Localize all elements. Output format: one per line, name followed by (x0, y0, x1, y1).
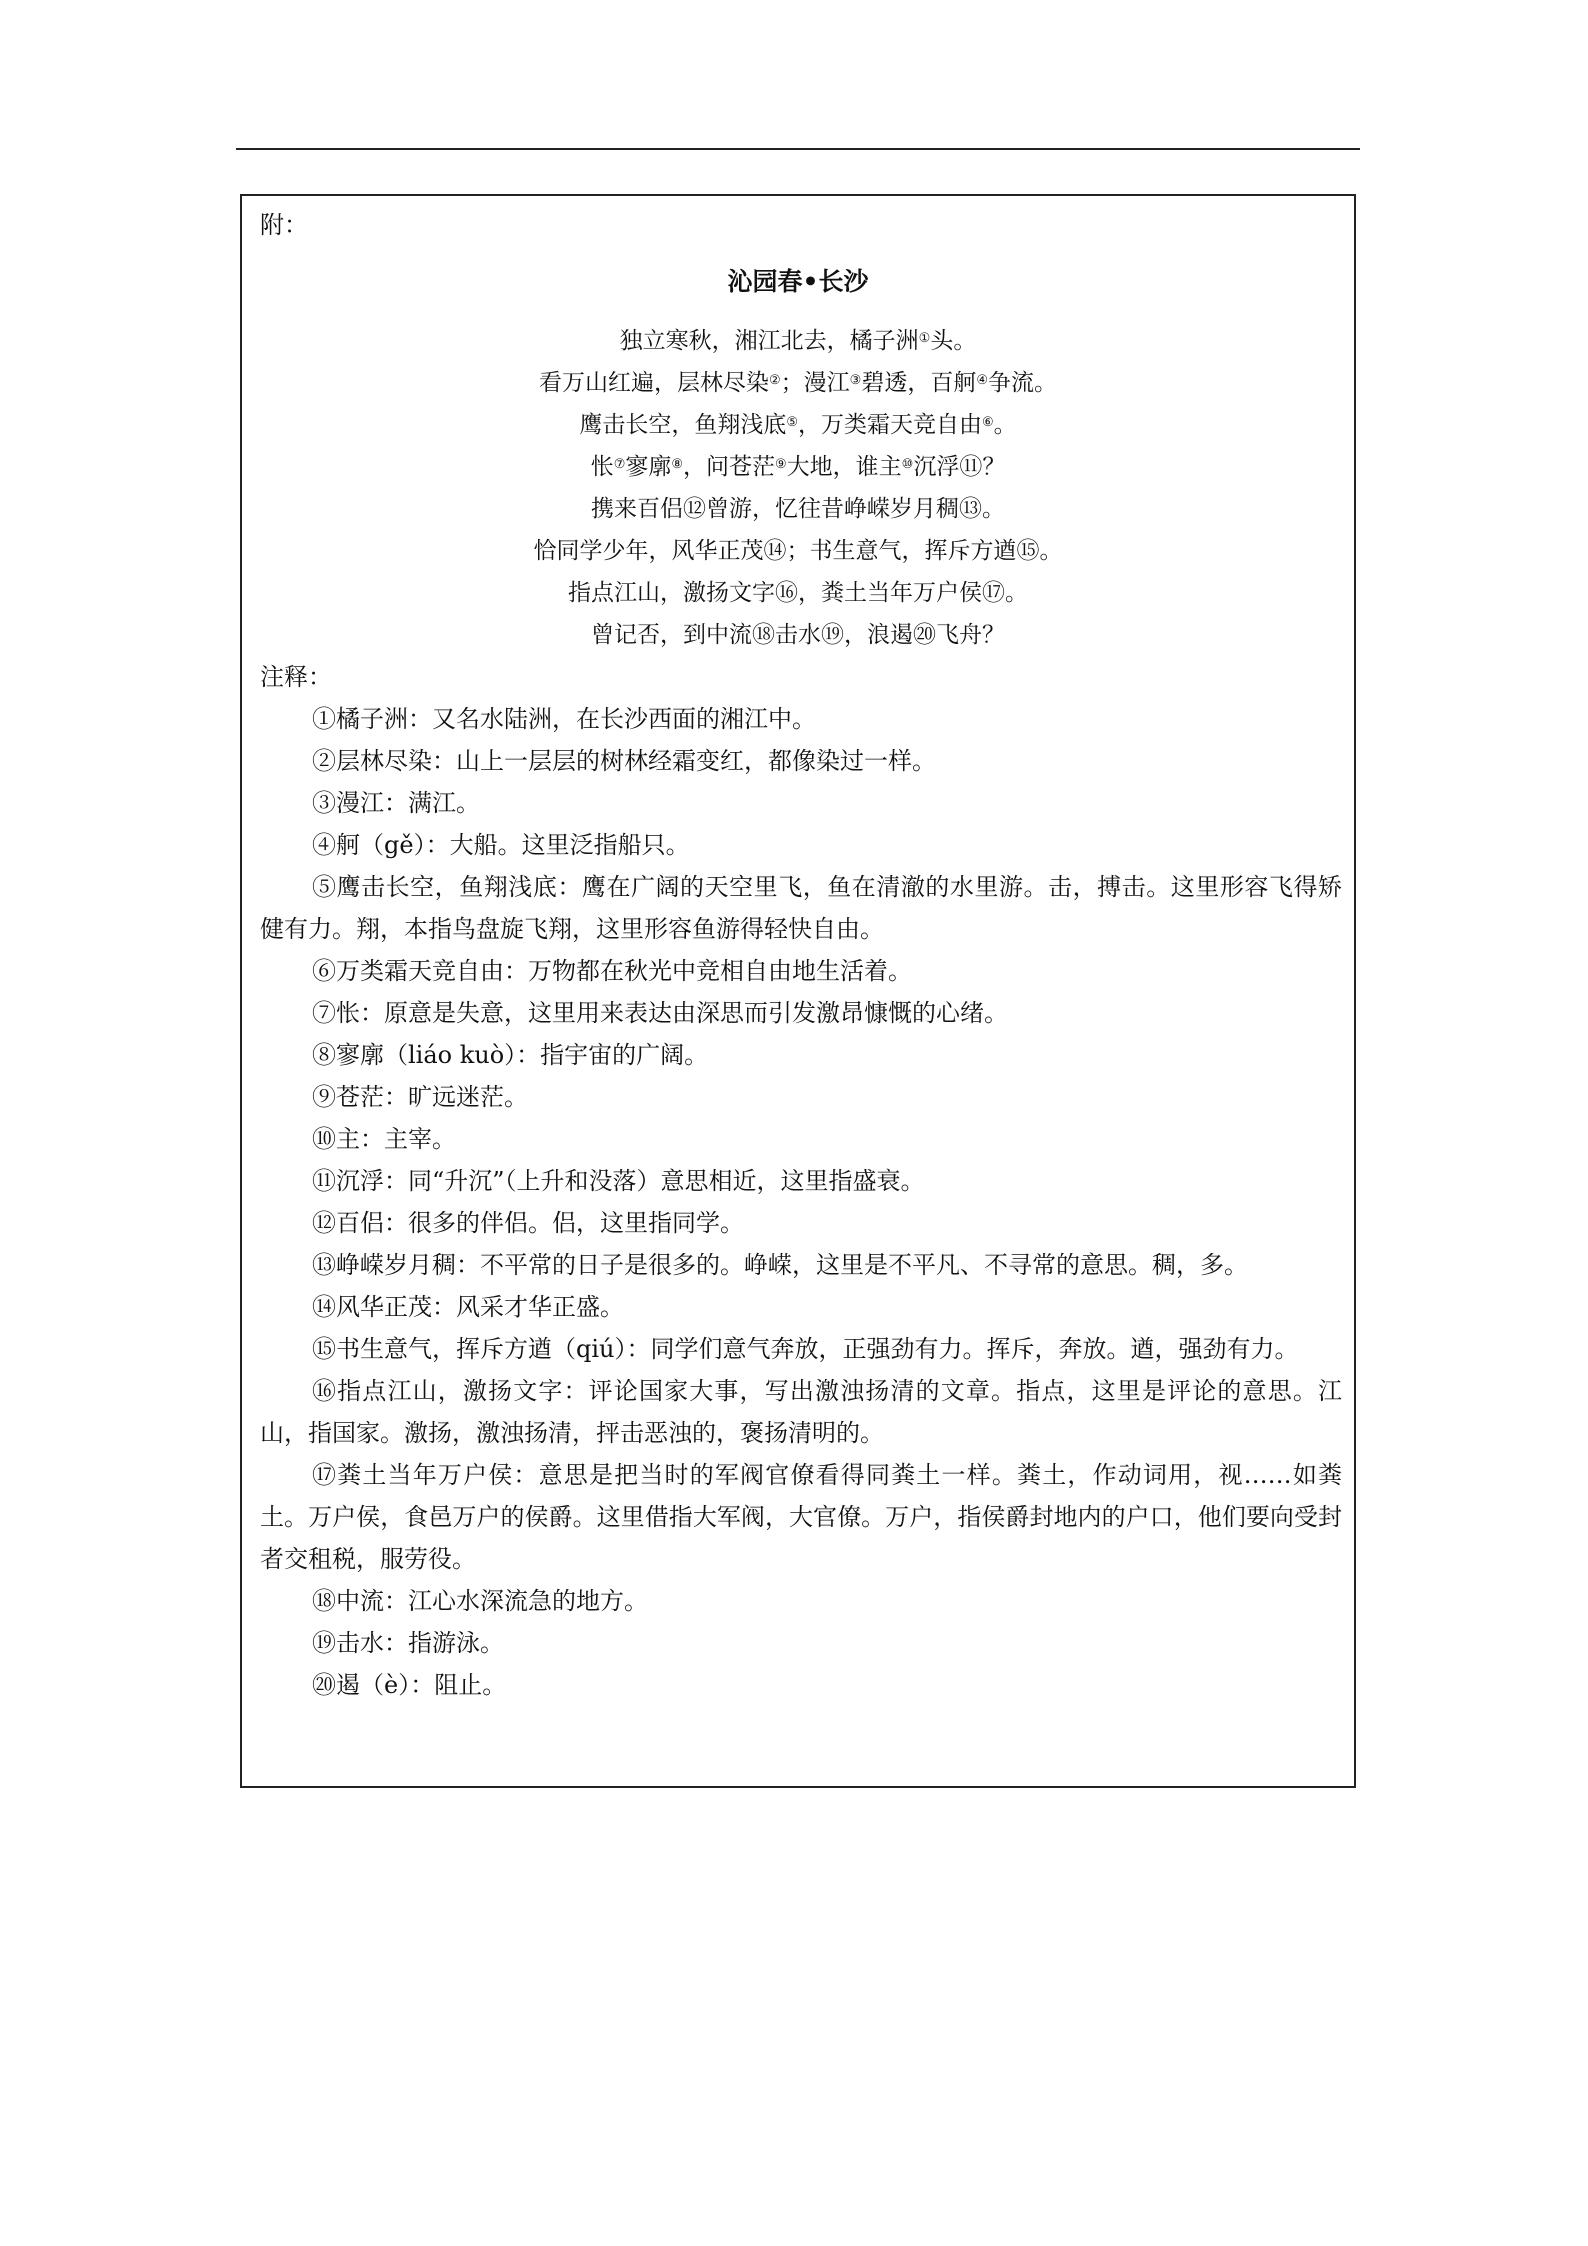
poem-text: 。 (993, 412, 1017, 438)
note-item: ⑲击水：指游泳。 (312, 1629, 504, 1657)
note-item: ⑪沉浮：同“升沉”（上升和没落）意思相近，这里指盛衰。 (312, 1167, 925, 1195)
footnote-marker: ① (918, 331, 931, 346)
note-item: ⑩主：主宰。 (312, 1125, 456, 1153)
poem-title: 沁园春•长沙 (727, 267, 869, 296)
poem-text: 沉浮⑪？ (913, 454, 1006, 480)
note-item: ⑬峥嵘岁月稠：不平常的日子是很多的。峥嵘，这里是不平凡、不寻常的意思。稠，多。 (312, 1251, 1248, 1279)
poem-line (242, 614, 1354, 656)
note-item: ②层林尽染：山上一层层的树林经霜变红，都像染过一样。 (312, 747, 936, 775)
poem-text: ；漫江 (780, 370, 850, 396)
poem-text: 头。 (930, 328, 977, 354)
note-item: ⑤鹰击长空，鱼翔浅底：鹰在广阔的天空里飞，鱼在清澈的水里游。击，搏击。这里形容飞得矫健有力。翔，本指鸟盘旋飞翔，这里形容鱼游得轻快自由。 (260, 873, 1342, 943)
poem-line (242, 488, 1354, 530)
poem-text: 看万山红遍，层林尽染 (539, 370, 770, 396)
poem-text: 怅 (590, 454, 614, 480)
note-item: ⑧寥廓（liáo kuò）：指宇宙的广阔。 (312, 1041, 709, 1069)
appendix-box (240, 194, 1356, 1788)
note-item: ⑦怅：原意是失意，这里用来表达由深思而引发激昂慷慨的心绪。 (312, 999, 1008, 1027)
poem-text: 争流。 (987, 370, 1057, 396)
note-item: ⑮书生意气，挥斥方遒（qiú）：同学们意气奔放，正强劲有力。挥斥，奔放。遒，强劲有力。 (312, 1335, 1299, 1363)
footnote-marker: ② (769, 373, 781, 388)
note-item: ⑭风华正茂：风采才华正盛。 (312, 1293, 624, 1321)
note-item: ⑱中流：江心水深流急的地方。 (312, 1587, 648, 1615)
footnote-marker: ⑤ (786, 415, 798, 430)
poem-text: 鹰击长空，鱼翔浅底 (579, 412, 787, 438)
poem-text: 恰同学少年，风华正茂⑭；书生意气，挥斥方遒⑮。 (533, 538, 1063, 564)
poem-text: 曾记否，到中流⑱击水⑲，浪遏⑳飞舟？ (591, 622, 1005, 648)
poem-text: 寥廓 (625, 454, 672, 480)
poem-line (242, 320, 1354, 362)
note-item: ①橘子洲：又名水陆洲，在长沙西面的湘江中。 (312, 705, 816, 733)
poem-text: 独立寒秋，湘江北去，橘子洲 (619, 328, 919, 354)
footnote-marker: ⑥ (982, 415, 994, 430)
poem-text: ，万类霜天竞自由 (798, 412, 982, 438)
footnote-marker: ⑧ (671, 457, 683, 472)
footnote-marker: ⑦ (613, 457, 626, 472)
poem-line (242, 446, 1354, 488)
footnote-marker: ④ (976, 373, 988, 388)
poem-line (242, 572, 1354, 614)
poem-text: ，问苍茫 (683, 454, 775, 480)
poem-body (242, 320, 1354, 656)
poem-line (242, 362, 1354, 404)
poem-text: 携来百侣⑫曾游，忆往昔峥嵘岁月稠⑬。 (591, 496, 1005, 522)
poem-text: 大地，谁主 (786, 454, 902, 480)
note-item: ④舸（gě）：大船。这里泛指船只。 (312, 831, 690, 859)
note-item: ⑥万类霜天竞自由：万物都在秋光中竞相自由地生活着。 (312, 957, 912, 985)
poem-text: 碧透，百舸 (861, 370, 977, 396)
footnote-marker: ⑨ (775, 457, 787, 472)
note-item: ③漫江：满江。 (312, 789, 480, 817)
poem-text: 指点江山，激扬文字⑯，粪土当年万户侯⑰。 (568, 580, 1028, 606)
note-item: ⑨苍茫：旷远迷茫。 (312, 1083, 528, 1111)
note-item: ⑰粪土当年万户侯：意思是把当时的军阀官僚看得同粪土一样。粪土，作动词用，视……如粪土。万户侯，食邑万户的侯爵。这里借指大军阀，大官僚。万户，指侯爵封地内的户口，他们要向受封者交租税，服劳役。 (260, 1461, 1342, 1573)
note-item: ⑳遏（è）：阻止。 (312, 1671, 507, 1699)
note-item: ⑫百侣：很多的伴侣。侣，这里指同学。 (312, 1209, 744, 1237)
notes-list (260, 698, 1342, 1706)
note-item: ⑯指点江山，激扬文字：评论国家大事，写出激浊扬清的文章。指点，这里是评论的意思。江山，指国家。激扬，激浊扬清，抨击恶浊的，褒扬清明的。 (260, 1377, 1342, 1447)
footnote-marker: ⑩ (901, 457, 914, 472)
poem-line (242, 530, 1354, 572)
poem-line (242, 404, 1354, 446)
appendix-label: 附： (260, 211, 308, 239)
header-rule (236, 148, 1360, 150)
footnote-marker: ③ (849, 373, 862, 388)
notes-label: 注释： (260, 663, 332, 691)
